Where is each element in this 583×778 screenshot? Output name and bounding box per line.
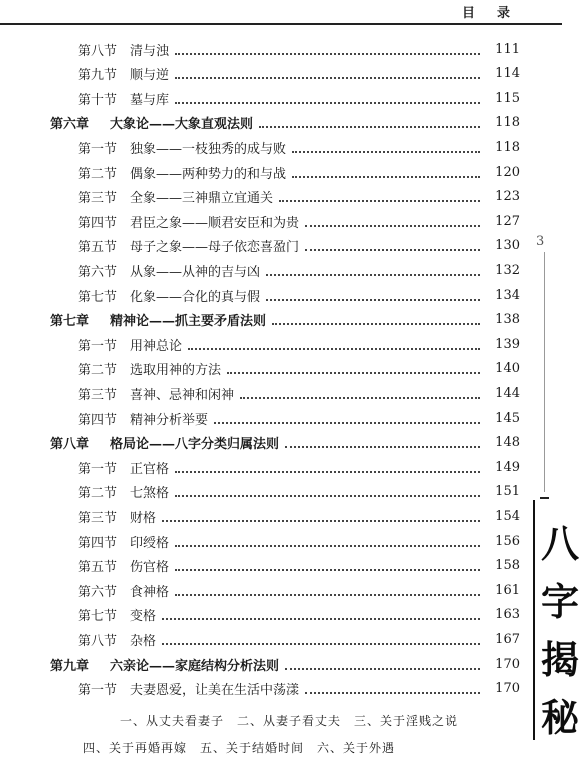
toc-entry-title: 君臣之象——顺君安臣和为贵 [130,215,300,231]
toc-leader-dots [175,52,480,55]
toc-entry-number: 第五节 [78,240,118,256]
toc-section-row[interactable] [78,210,520,232]
toc-entry-page: 154 [495,508,520,524]
toc-section-row[interactable] [78,505,520,527]
toc-entry-title: 母子之象——母子依恋喜盈门 [130,240,300,256]
toc-entry-page: 170 [495,681,520,697]
toc-entry-number: 第五节 [78,560,118,576]
toc-leader-dots [266,273,480,276]
toc-entry-page: 158 [495,558,520,574]
toc-entry-title: 全象——三神鼎立宜通关 [130,191,274,207]
toc-entry-page: 163 [495,607,520,623]
toc-entry-page: 170 [495,656,520,672]
side-book-title-char: 秘 [540,696,579,740]
toc-entry-title: 用神总论 [130,338,183,354]
toc-entry-title: 食神格 [130,584,170,600]
toc-entry-page: 161 [495,582,520,598]
toc-section-row[interactable] [78,87,520,109]
toc-section-row[interactable] [78,358,520,380]
toc-entry-number: 第七节 [78,289,118,305]
subtopic-line-1: 一、从丈夫看妻子 二、从妻子看丈夫 三、关于淫贱之说 [120,714,459,728]
side-title-bar [533,500,535,740]
toc-leader-dots [175,76,480,79]
toc-section-row[interactable] [78,382,520,404]
toc-entry-page: 145 [495,410,520,426]
toc-section-row[interactable] [78,555,520,577]
toc-leader-dots [272,322,480,325]
side-page-number: 3 [536,234,545,249]
toc-entry-page: 149 [495,459,520,475]
toc-leader-dots [279,199,480,202]
toc-entry-page: 123 [495,189,520,205]
toc-leader-dots [285,667,480,670]
toc-entry-page: 120 [495,164,520,180]
toc-entry-number: 第九章 [50,658,90,674]
toc-entry-number: 第七章 [50,314,90,330]
toc-entry-page: 167 [495,631,520,647]
toc-entry-page: 132 [495,262,520,278]
toc-entry-page: 156 [495,533,520,549]
toc-entry-number: 第四节 [78,535,118,551]
toc-entry-title: 财格 [130,510,157,526]
toc-entry-number: 第一节 [78,338,118,354]
toc-entry-title: 印绶格 [130,535,170,551]
toc-entry-title: 夫妻恩爱，让美在生活中荡漾 [130,683,300,699]
toc-section-row[interactable] [78,63,520,85]
toc-section-row[interactable] [78,481,520,503]
toc-entry-page: 115 [495,90,520,106]
toc-entry-number: 第一节 [78,683,118,699]
toc-entry-title: 六亲论——家庭结构分析法则 [110,658,280,674]
toc-entry-page: 130 [495,238,520,254]
toc-section-row[interactable] [78,284,520,306]
toc-section-row[interactable] [78,186,520,208]
toc-entry-title: 墓与库 [130,92,170,108]
toc-leader-dots [285,445,480,448]
toc-entry-number: 第三节 [78,510,118,526]
toc-entry-title: 正官格 [130,461,170,477]
toc-entry-number: 第四节 [78,215,118,231]
toc-entry-number: 第九节 [78,68,118,84]
toc-leader-dots [266,298,480,301]
toc-section-row[interactable] [78,136,520,158]
toc-entry-page: 118 [495,139,520,155]
toc-entry-number: 第八章 [50,437,90,453]
header-title: 目录 [462,6,533,21]
toc-entry-number: 第八节 [78,633,118,649]
toc-entry-title: 顺与逆 [130,68,170,84]
toc-chapter-row[interactable] [50,112,520,134]
toc-entry-number: 第六节 [78,584,118,600]
toc-entry-title: 精神分析举要 [130,412,209,428]
side-divider-line [544,252,545,492]
toc-leader-dots [240,396,480,399]
side-title-mark [540,497,549,499]
toc-leader-dots [214,421,480,424]
toc-leader-dots [305,248,480,251]
side-book-title-char: 字 [540,580,579,624]
toc-section-row[interactable] [78,161,520,183]
toc-entry-number: 第二节 [78,166,118,182]
toc-chapter-row[interactable] [50,432,520,454]
subtopic-line-2: 四、关于再婚再嫁 五、关于结婚时间 六、关于外遇 [83,741,396,755]
toc-entry-title: 清与浊 [130,43,170,59]
toc-entry-title: 伤官格 [130,560,170,576]
toc-entry-title: 精神论——抓主要矛盾法则 [110,314,267,330]
toc-entry-number: 第七节 [78,609,118,625]
toc-section-row[interactable] [78,38,520,60]
toc-entry-number: 第四节 [78,412,118,428]
toc-leader-dots [175,568,480,571]
toc-section-row[interactable] [78,407,520,429]
side-book-title [540,515,580,747]
toc-entry-number: 第二节 [78,363,118,379]
toc-entry-title: 变格 [130,609,157,625]
toc-leader-dots [162,642,480,645]
toc-leader-dots [162,519,480,522]
toc-entry-number: 第二节 [78,486,118,502]
toc-entry-title: 化象——合化的真与假 [130,289,261,305]
toc-entry-title: 大象论——大象直观法则 [110,117,254,133]
toc-chapter-row[interactable] [50,309,520,331]
toc-entry-title: 选取用神的方法 [130,363,222,379]
toc-entry-number: 第三节 [78,387,118,403]
toc-section-row[interactable] [78,259,520,281]
toc-entry-number: 第六章 [50,117,90,133]
toc-leader-dots [305,691,480,694]
toc-section-row[interactable] [78,333,520,355]
toc-entry-page: 140 [495,361,520,377]
toc-entry-page: 148 [495,435,520,451]
toc-entry-title: 偶象——两种势力的和与战 [130,166,287,182]
toc-section-row[interactable] [78,530,520,552]
toc-entry-title: 喜神、忌神和闲神 [130,387,235,403]
toc-leader-dots [162,617,480,620]
toc-section-row[interactable] [78,628,520,650]
toc-entry-page: 138 [495,312,520,328]
toc-leader-dots [305,224,480,227]
toc-entry-page: 114 [495,66,520,82]
toc-entry-number: 第八节 [78,43,118,59]
toc-entry-page: 151 [495,484,520,500]
toc-entry-page: 111 [495,41,520,57]
toc-entry-title: 独象——一枝独秀的成与败 [130,141,287,157]
toc-leader-dots [259,125,480,128]
toc-section-row[interactable] [78,678,520,700]
toc-entry-title: 从象——从神的吉与凶 [130,264,261,280]
toc-leader-dots [175,593,480,596]
toc-entry-title: 杂格 [130,633,157,649]
toc-entry-title: 格局论——八字分类归属法则 [110,437,280,453]
side-book-title-char: 揭 [540,638,579,682]
toc-leader-dots [292,150,480,153]
toc-leader-dots [292,175,480,178]
toc-entry-page: 118 [495,115,520,131]
toc-leader-dots [188,347,480,350]
toc-entry-number: 第六节 [78,264,118,280]
header-rule [0,23,562,25]
toc-entry-number: 第一节 [78,461,118,477]
toc-entry-page: 127 [495,213,520,229]
toc-leader-dots [175,101,480,104]
toc-section-row[interactable] [78,235,520,257]
toc-chapter-row[interactable] [50,653,520,675]
toc-entry-page: 139 [495,336,520,352]
side-book-title-char: 八 [540,522,579,566]
toc-entry-number: 第一节 [78,141,118,157]
toc-leader-dots [175,470,480,473]
toc-section-row[interactable] [78,604,520,626]
toc-leader-dots [175,544,480,547]
toc-section-row[interactable] [78,579,520,601]
toc-entry-number: 第三节 [78,191,118,207]
toc-entry-number: 第十节 [78,92,118,108]
toc-entry-title: 七煞格 [130,486,170,502]
toc-entry-page: 134 [495,287,520,303]
toc-leader-dots [175,494,480,497]
toc-leader-dots [227,371,480,374]
toc-entry-page: 144 [495,385,520,401]
toc-section-row[interactable] [78,456,520,478]
